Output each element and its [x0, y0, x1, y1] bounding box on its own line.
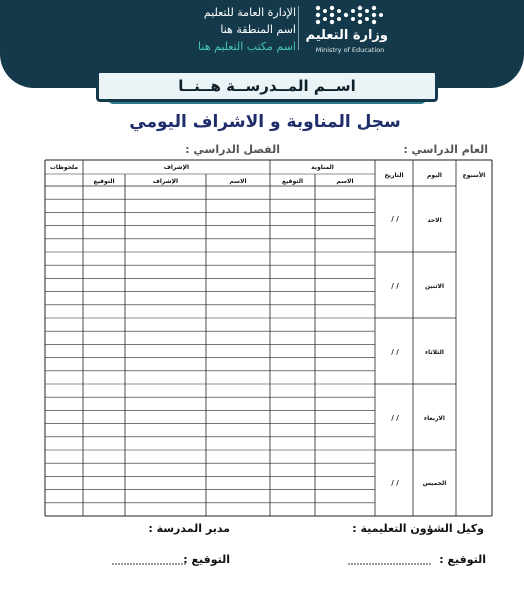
signature-right-label: التوقيع :	[439, 553, 486, 566]
admin-line-region: اسم المنطقة هنا	[220, 23, 296, 36]
header-sup-name: الاسم	[229, 178, 247, 185]
date-tuesday: / /	[391, 348, 399, 356]
ministry-name-en: Ministry of Education	[315, 46, 385, 54]
principal-label: مدير المدرسة :	[148, 522, 230, 535]
deputy-label: وكيل الشؤون التعليمية :	[352, 522, 484, 535]
day-tuesday: الثلاثاء	[425, 349, 444, 356]
date-sunday: / /	[391, 215, 399, 223]
date-thursday: / /	[391, 479, 399, 487]
day-sunday: الاحد	[427, 217, 442, 224]
signature-left-label: التوقيع :	[183, 553, 230, 566]
header-day: اليوم	[427, 172, 442, 179]
header-week: الأسبوع	[462, 172, 486, 179]
header-sup-signature: التوقيع	[93, 178, 115, 185]
date-wednesday: / /	[391, 414, 399, 422]
header-sup-area: الإشراف	[152, 178, 179, 185]
header-duty-name: الاسم	[336, 178, 354, 185]
admin-line-general: الإدارة العامة للتعليم	[203, 6, 296, 19]
term-label: الفصل الدراسي :	[185, 143, 280, 156]
day-wednesday: الاربعاء	[424, 415, 445, 422]
header-duty-signature: التوقيع	[282, 178, 303, 185]
academic-year-label: العام الدراسي :	[403, 143, 488, 156]
day-monday: الاثنين	[424, 283, 445, 290]
header-date: التاريخ	[384, 172, 404, 179]
school-name: اســم المــدرســة هــنــا	[178, 77, 356, 95]
page-title: سجل المناوبة و الاشراف اليومي	[129, 112, 401, 132]
day-thursday: الخميس	[422, 480, 447, 487]
ministry-name-ar: وزارة التعليم	[305, 28, 388, 43]
header-notes: ملحوظات	[49, 164, 79, 171]
date-monday: / /	[391, 282, 399, 290]
admin-line-office: اسم مكتب التعليم هنا	[198, 40, 296, 53]
header-supervision: الإشراف	[163, 164, 190, 171]
header-duty: المناوبة	[311, 164, 334, 171]
